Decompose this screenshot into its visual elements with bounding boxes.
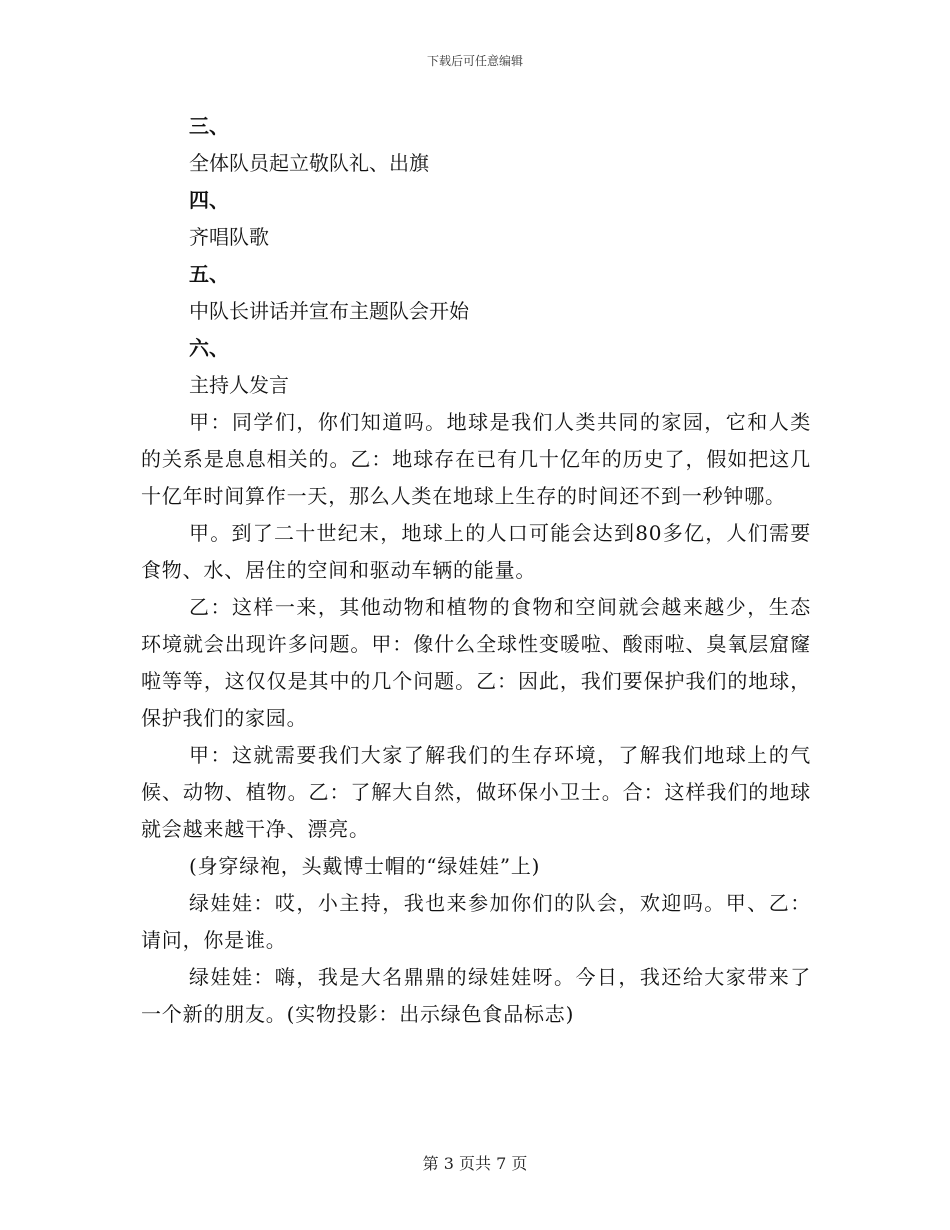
document-body xyxy=(141,108,811,1033)
section-item-5: 中队长讲话并宣布主题队会开始 xyxy=(189,299,469,323)
section-item-6: 主持人发言 xyxy=(189,373,289,397)
section-heading-4: 四、 xyxy=(189,188,229,212)
paragraph-3: 乙：这样一来，其他动物和植物的食物和空间就会越来越少，生态环境就会出现许多问题。甲：像什么全球性变暖啦、酸雨啦、臭氧层窟窿啦等等，这仅仅是其中的几个问题。乙：因此，我们要保护我们的地球，保护我们的家园。 xyxy=(141,595,811,730)
section-heading-6: 六、 xyxy=(189,336,229,360)
section-item-3: 全体队员起立敬队礼、出旗 xyxy=(189,151,429,175)
paragraph-2: 甲。到了二十世纪末，地球上的人口可能会达到80多亿，人们需要食物、水、居住的空间和驱动车辆的能量。 xyxy=(141,521,811,582)
section-item-4: 齐唱队歌 xyxy=(189,225,269,249)
section-heading-3: 三、 xyxy=(189,114,229,138)
page-header: 下载后可任意编辑 xyxy=(426,54,523,68)
paragraph-5: (身穿绿袍，头戴博士帽的“绿娃娃”上) xyxy=(189,854,541,878)
page-footer: 第 3 页共 7 页 xyxy=(422,1154,528,1173)
paragraph-4: 甲：这就需要我们大家了解我们的生存环境，了解我们地球上的气候、动物、植物。乙：了解大自然，做环保小卫士。合：这样我们的地球就会越来越干净、漂亮。 xyxy=(141,743,811,841)
paragraph-1: 甲：同学们，你们知道吗。地球是我们人类共同的家园，它和人类的关系是息息相关的。乙：地球存在已有几十亿年的历史了，假如把这几十亿年时间算作一天，那么人类在地球上生存的时间还不到一秒钟哪。 xyxy=(141,410,811,508)
paragraph-6: 绿娃娃：哎，小主持，我也来参加你们的队会，欢迎吗。甲、乙：请问，你是谁。 xyxy=(141,891,811,952)
paragraph-7: 绿娃娃：嗨，我是大名鼎鼎的绿娃娃呀。今日，我还给大家带来了一个新的朋友。(实物投影：出示绿色食品标志) xyxy=(141,965,811,1026)
section-heading-5: 五、 xyxy=(189,262,229,286)
